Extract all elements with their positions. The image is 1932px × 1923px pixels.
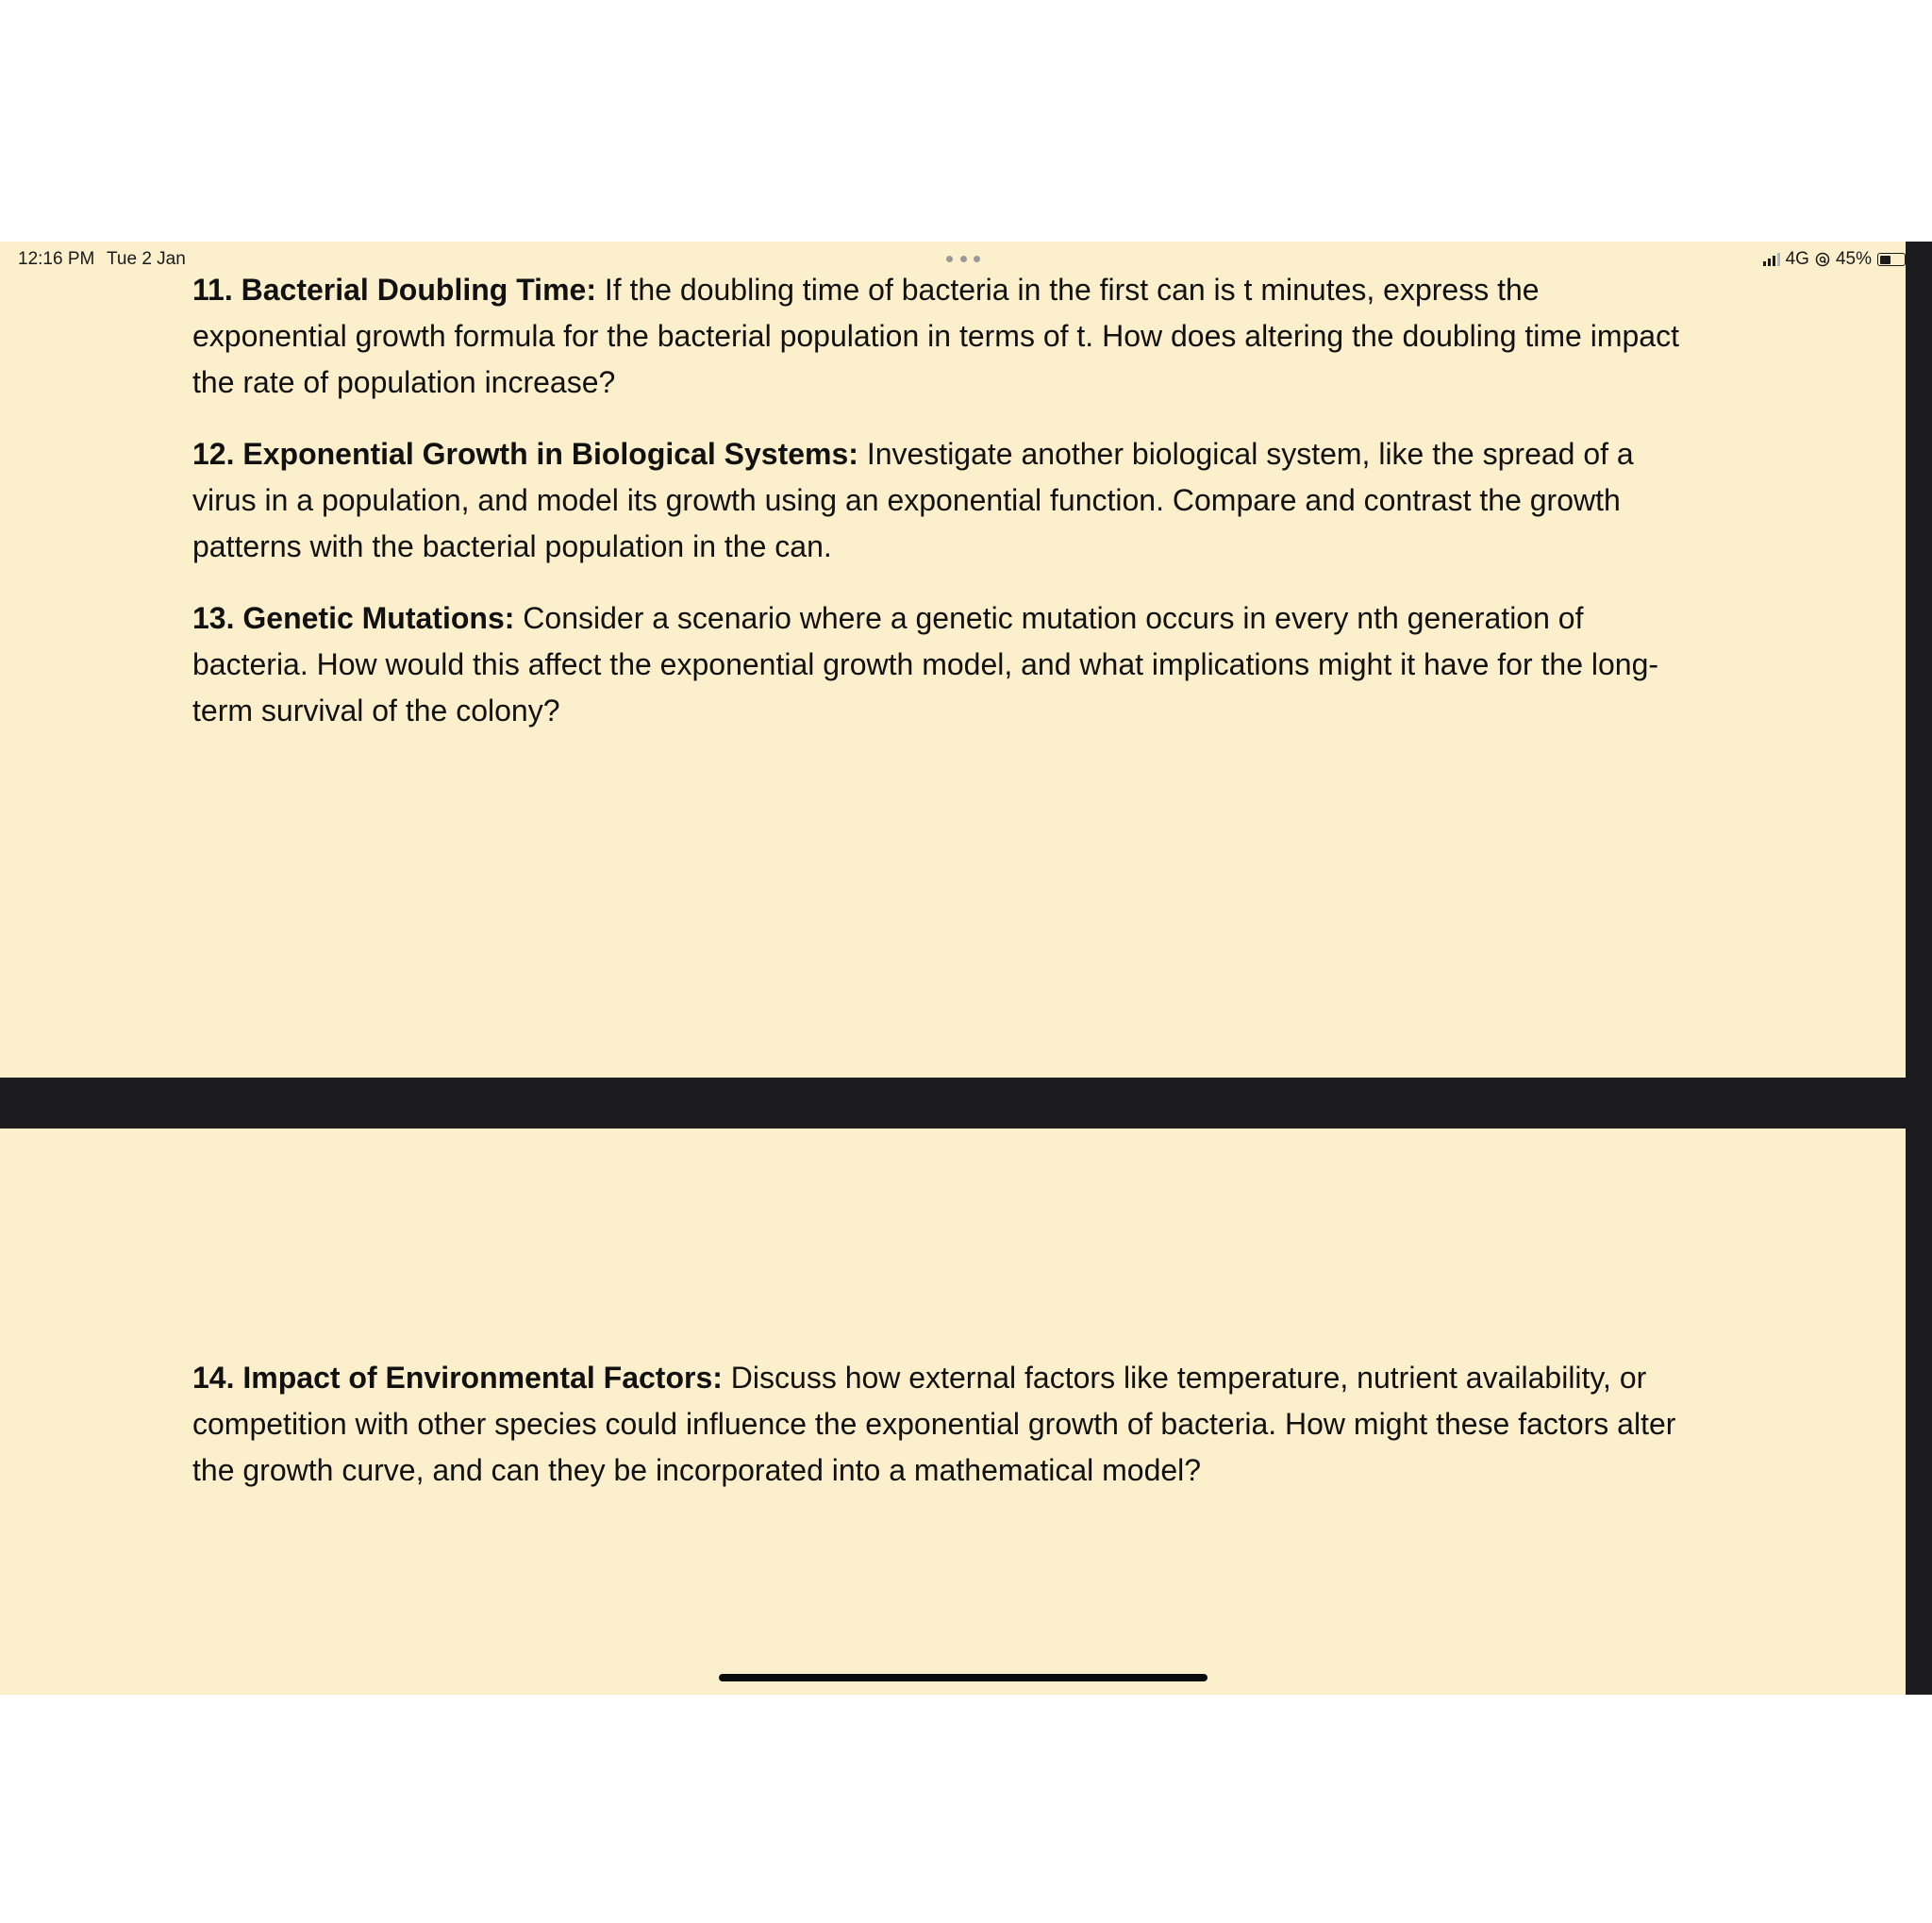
question-13 bbox=[192, 595, 1683, 734]
status-date: Tue 2 Jan bbox=[107, 249, 186, 269]
question-14 bbox=[192, 1355, 1683, 1494]
hotspot-icon bbox=[1815, 252, 1830, 267]
multitasking-menu-icon[interactable] bbox=[946, 256, 980, 263]
question-body: Discuss how external factors like temperature, nutrient availability, or competition with other species could influence the exponential growth of bacteria. How might these factors alter the growth curve, and can they be incorporated into a mathematical model? bbox=[192, 1361, 1676, 1487]
question-body: If the doubling time of bacteria in the first can is t minutes, express the exponential growth formula for the bacterial population in terms of t. How does altering the doubling time impact the rate of population increase? bbox=[192, 273, 1679, 399]
question-11 bbox=[192, 267, 1683, 406]
battery-icon bbox=[1877, 253, 1906, 266]
screen-edge bbox=[1906, 242, 1932, 1695]
page-bottom-content bbox=[192, 1355, 1683, 1519]
question-heading: 14. Impact of Environmental Factors: bbox=[192, 1361, 723, 1395]
question-body: Consider a scenario where a genetic mutation occurs in every nth generation of bacteria. How would this affect the exponential growth model, and what implications might it have for the long-term survival of the colony? bbox=[192, 601, 1659, 727]
home-indicator[interactable] bbox=[719, 1674, 1208, 1681]
status-time: 12:16 PM bbox=[18, 249, 95, 269]
page-top-content bbox=[192, 267, 1683, 760]
status-indicators bbox=[1763, 249, 1906, 270]
question-heading: 13. Genetic Mutations: bbox=[192, 601, 515, 635]
signal-icon bbox=[1763, 253, 1780, 266]
question-heading: 12. Exponential Growth in Biological Systems: bbox=[192, 437, 858, 471]
question-heading: 11. Bacterial Doubling Time: bbox=[192, 273, 596, 307]
battery-percent: 45% bbox=[1835, 249, 1872, 269]
question-12 bbox=[192, 431, 1683, 570]
network-label: 4G bbox=[1785, 249, 1809, 269]
page-divider bbox=[0, 1078, 1906, 1129]
question-body: Investigate another biological system, like the spread of a virus in a population, and model its growth using an exponential function. Compare and contrast the growth patterns with the bacterial population in the can. bbox=[192, 437, 1634, 563]
